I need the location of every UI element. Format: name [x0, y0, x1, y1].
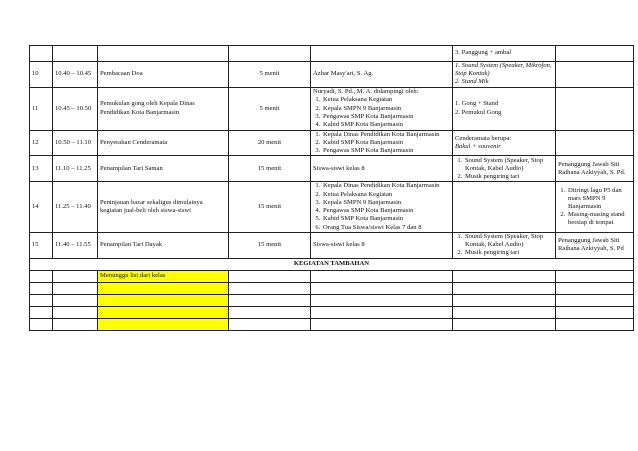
cell-equipment: [453, 294, 556, 306]
cell-duration: 15 menit: [229, 232, 311, 258]
list-item: 2. Ketua Pelaksana Kegiatan: [322, 191, 450, 199]
cell-equipment: [453, 318, 556, 330]
list-item: 1. Kepala Dinas Pendidikan Kota Banjarmasin: [322, 182, 450, 190]
cell-time: 10.40 – 10.45: [53, 62, 98, 88]
table-row: [30, 270, 634, 282]
equipment-line: 3. Panggung + ambal: [455, 49, 512, 57]
cell-activity: Peninjauan bazar sekaligus dimulainya kegiatan jual-beli oleh siswa-siswi: [98, 182, 229, 232]
cell-note: [556, 87, 634, 130]
cell-note: [556, 62, 634, 88]
cell-equipment: [453, 46, 556, 62]
cell-time: [53, 318, 98, 330]
table-row: [30, 306, 634, 318]
cell-pic: Siswa-siswi kelas 8: [311, 156, 453, 182]
cell-duration: 15 menit: [229, 156, 311, 182]
cell-pic: [311, 46, 453, 62]
cell-no: [30, 294, 53, 306]
cell-activity: Pembacaan Doa: [98, 62, 229, 88]
cell-note: [556, 270, 634, 282]
cell-equipment: [453, 282, 556, 294]
table-row: [30, 130, 634, 156]
cell-no: [30, 306, 53, 318]
cell-no: [30, 270, 53, 282]
list-item: 2. Kepala SMPN 9 Banjarmasin: [322, 105, 450, 113]
cell-equipment: [453, 232, 556, 258]
list-item: 2. Musik pengiring tari: [464, 173, 553, 181]
cell-activity: Pemukulan gong oleh Kepala Dinas Pendidikan Kota Banjarmasin: [98, 87, 229, 130]
cell-duration: 5 menit: [229, 62, 311, 88]
cell-pic: [311, 318, 453, 330]
cell-time: [53, 282, 98, 294]
table-row: [30, 46, 634, 62]
list-item: 2. Musik pengiring tari: [464, 249, 553, 257]
cell-time: [53, 46, 98, 62]
cell-no: [30, 318, 53, 330]
cell-duration: 15 menit: [229, 182, 311, 232]
cell-activity: [98, 318, 229, 330]
cell-no: 15: [30, 232, 53, 258]
cell-equipment: [453, 62, 556, 88]
cell-activity: Penyerahan Cenderamata: [98, 130, 229, 156]
cell-time: [53, 270, 98, 282]
cell-pic: [311, 87, 453, 130]
list-item: 6. Orang Tua Siswa/siswi Kelas 7 dan 8: [322, 224, 450, 232]
list-item: 4. Kabid SMP Kota Banjarmasin: [322, 121, 450, 129]
pic-list: [313, 182, 450, 231]
cell-pic: Azhar Masy'ari, S. Ag.: [311, 62, 453, 88]
equipment-list: [455, 157, 553, 182]
list-item: 1. Kepala Dinas Pendidikan Kota Banjarmasin: [322, 131, 450, 139]
cell-no: 11: [30, 87, 53, 130]
cell-note: [556, 156, 634, 182]
equipment-line: 2. Pemukul Gong: [455, 108, 502, 116]
note-line: Penanggung Jawab Siti: [558, 160, 620, 168]
list-item: 1. Diiringi lagu P5 dan mars SMPN 9 Banjarmasin: [567, 187, 631, 212]
cell-note: [556, 232, 634, 258]
cell-duration: [229, 46, 311, 62]
cell-equipment: [453, 306, 556, 318]
table-row: [30, 182, 634, 232]
equipment-line: 1. Sound System (Speaker, Mikrofon, Stop Kontak): [455, 62, 552, 78]
cell-time: 11.10 – 11.25: [53, 156, 98, 182]
cell-note: [556, 318, 634, 330]
cell-no: 14: [30, 182, 53, 232]
note-line: Raihana Azkiyyah, S. Pd: [558, 245, 624, 253]
cell-no: 12: [30, 130, 53, 156]
cell-duration: 20 menit: [229, 130, 311, 156]
note-list: [558, 187, 631, 228]
section-row: [30, 258, 634, 270]
cell-note: [556, 46, 634, 62]
pic-list: [313, 131, 450, 156]
note-line: Raihana Azkiyyah, S. Pd.: [558, 168, 626, 176]
cell-activity: [98, 306, 229, 318]
list-item: 3. Pengawas SMP Kota Banjarmasin: [322, 113, 450, 121]
cell-duration: [229, 294, 311, 306]
cell-activity: Penampilan Tari Saman: [98, 156, 229, 182]
list-item: 3. Kepala SMPN 9 Banjarmasin: [322, 199, 450, 207]
table-row: [30, 318, 634, 330]
cell-duration: [229, 282, 311, 294]
table-row: [30, 87, 634, 130]
list-item: 1. Sound System (Speaker, Stop Kontak, Kabel Audio): [464, 233, 553, 249]
list-item: 4. Pengawas SMP Kota Banjarmasin: [322, 207, 450, 215]
table-row: [30, 156, 634, 182]
table-row: [30, 232, 634, 258]
table-row: [30, 62, 634, 88]
cell-pic: [311, 294, 453, 306]
cell-no: 13: [30, 156, 53, 182]
cell-pic: [311, 130, 453, 156]
cell-duration: [229, 306, 311, 318]
table-row: [30, 294, 634, 306]
cell-activity: Menunggu list dari kelas: [98, 270, 229, 282]
cell-equipment: [453, 87, 556, 130]
cell-activity: [98, 294, 229, 306]
cell-activity: [98, 282, 229, 294]
cell-no: [30, 282, 53, 294]
cell-note: [556, 306, 634, 318]
cell-time: 10.45 – 10.50: [53, 87, 98, 130]
equipment-line: Cenderamata berupa:: [455, 134, 512, 142]
cell-activity: [98, 46, 229, 62]
list-item: 2. Kabid SMP Kota Banjarmasin: [322, 139, 450, 147]
cell-pic: [311, 282, 453, 294]
schedule-table: [29, 45, 634, 331]
cell-note: [556, 282, 634, 294]
cell-no: [30, 46, 53, 62]
list-item: 3. Pengawas SMP Kota Banjarmasin: [322, 147, 450, 155]
cell-pic: [311, 182, 453, 232]
pic-list: [313, 96, 450, 129]
cell-activity: Penampilan Tari Dayak: [98, 232, 229, 258]
note-line: Penanggung Jawab Siti: [558, 237, 620, 245]
cell-pic: [311, 270, 453, 282]
list-item: 5. Kabid SMP Kota Banjarmasin: [322, 215, 450, 223]
section-title: KEGIATAN TAMBAHAN: [30, 258, 634, 270]
cell-equipment: [453, 156, 556, 182]
cell-time: 11.25 – 11.40: [53, 182, 98, 232]
equipment-line: 1. Gong + Stand: [455, 100, 499, 108]
cell-note: [556, 294, 634, 306]
cell-duration: [229, 270, 311, 282]
equipment-line: Bakul + souvenir: [455, 143, 501, 151]
cell-equipment: [453, 182, 556, 232]
cell-time: [53, 294, 98, 306]
cell-pic: Siswa-siswi kelas 8: [311, 232, 453, 258]
cell-time: 10.50 – 11.10: [53, 130, 98, 156]
cell-time: 11.40 – 11.55: [53, 232, 98, 258]
cell-note: [556, 130, 634, 156]
pic-intro: Nuryadi, S. Pd., M. A. didampingi oleh:: [313, 88, 419, 96]
equipment-list: [455, 233, 553, 258]
cell-duration: 5 menit: [229, 87, 311, 130]
cell-no: 10: [30, 62, 53, 88]
equipment-line: 2. Stand Mik: [455, 78, 489, 86]
cell-time: [53, 306, 98, 318]
list-item: 1. Sound System (Speaker, Stop Kontak, Kabel Audio): [464, 157, 553, 173]
list-item: 1. Ketua Pelaksana Kegiatan: [322, 96, 450, 104]
cell-pic: [311, 306, 453, 318]
cell-equipment: [453, 130, 556, 156]
table-row: [30, 282, 634, 294]
list-item: 2. Masing-masing stand bersiap di tempat: [567, 211, 631, 227]
cell-note: [556, 182, 634, 232]
cell-equipment: [453, 270, 556, 282]
cell-duration: [229, 318, 311, 330]
